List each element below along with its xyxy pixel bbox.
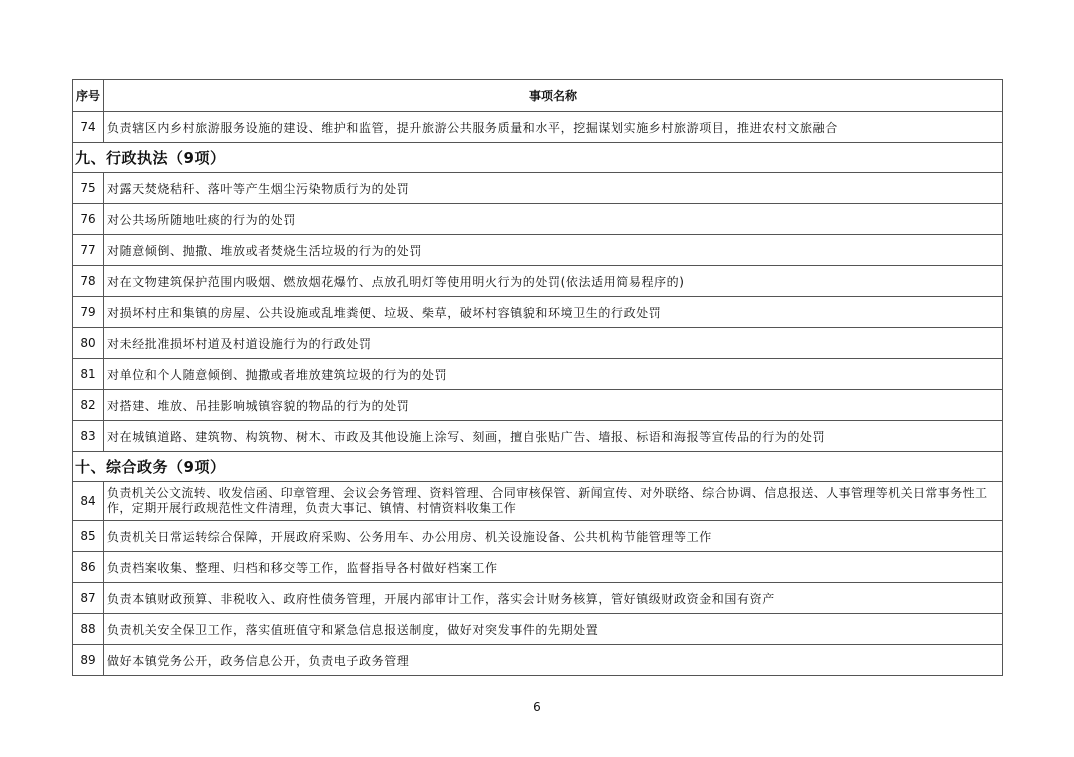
table-row [73,235,1003,266]
row-name: 对搭建、堆放、吊挂影响城镇容貌的物品的行为的处罚 [104,390,1003,421]
header-number: 序号 [73,80,104,112]
table-row [73,204,1003,235]
row-name: 负责档案收集、整理、归档和移交等工作，监督指导各村做好档案工作 [104,552,1003,583]
table-row [73,421,1003,452]
section-heading-row [73,143,1003,173]
page-number: 6 [533,700,541,714]
table-row [73,552,1003,583]
row-name: 负责辖区内乡村旅游服务设施的建设、维护和监管，提升旅游公共服务质量和水平，挖掘谋划实施乡村旅游项目，推进农村文旅融合 [104,112,1003,143]
row-name: 对在城镇道路、建筑物、构筑物、树木、市政及其他设施上涂写、刻画，擅自张贴广告、墙报、标语和海报等宣传品的行为的处罚 [104,421,1003,452]
row-name: 负责本镇财政预算、非税收入、政府性债务管理，开展内部审计工作，落实会计财务核算，管好镇级财政资金和国有资产 [104,583,1003,614]
header-name: 事项名称 [104,80,1003,112]
table-row [73,328,1003,359]
row-number: 86 [73,552,104,583]
row-number: 87 [73,583,104,614]
table-row [73,359,1003,390]
row-number: 79 [73,297,104,328]
table-row [73,266,1003,297]
row-number: 75 [73,173,104,204]
table-row [73,645,1003,676]
row-name: 负责机关安全保卫工作，落实值班值守和紧急信息报送制度，做好对突发事件的先期处置 [104,614,1003,645]
row-number: 89 [73,645,104,676]
table-row [73,614,1003,645]
row-name: 做好本镇党务公开，政务信息公开，负责电子政务管理 [104,645,1003,676]
table-row [73,583,1003,614]
table-row [73,521,1003,552]
table-row [73,390,1003,421]
row-number: 82 [73,390,104,421]
matters-table [72,79,1003,676]
row-name: 对单位和个人随意倾倒、抛撒或者堆放建筑垃圾的行为的处罚 [104,359,1003,390]
row-name: 负责机关日常运转综合保障，开展政府采购、公务用车、办公用房、机关设施设备、公共机构节能管理等工作 [104,521,1003,552]
row-number: 76 [73,204,104,235]
section-heading: 九、行政执法（9项） [73,143,1003,173]
table-row [73,173,1003,204]
table-row [73,297,1003,328]
row-number: 84 [73,482,104,521]
row-name: 对在文物建筑保护范围内吸烟、燃放烟花爆竹、点放孔明灯等使用明火行为的处罚(依法适用简易程序的) [104,266,1003,297]
row-number: 81 [73,359,104,390]
row-name: 对公共场所随地吐痰的行为的处罚 [104,204,1003,235]
row-name: 对随意倾倒、抛撒、堆放或者焚烧生活垃圾的行为的处罚 [104,235,1003,266]
section-heading-row [73,452,1003,482]
table-row [73,482,1003,521]
row-number: 77 [73,235,104,266]
section-heading: 十、综合政务（9项） [73,452,1003,482]
row-name: 对损坏村庄和集镇的房屋、公共设施或乱堆粪便、垃圾、柴草，破坏村容镇貌和环境卫生的行政处罚 [104,297,1003,328]
row-name: 负责机关公文流转、收发信函、印章管理、会议会务管理、资料管理、合同审核保管、新闻宣传、对外联络、综合协调、信息报送、人事管理等机关日常事务性工作，定期开展行政规范性文件清理，负责大事记、镇情、村情资料收集工作 [104,482,1003,521]
row-number: 74 [73,112,104,143]
row-name: 对露天焚烧秸秆、落叶等产生烟尘污染物质行为的处罚 [104,173,1003,204]
table-row [73,112,1003,143]
row-number: 85 [73,521,104,552]
row-number: 80 [73,328,104,359]
table-header-row [73,80,1003,112]
row-number: 83 [73,421,104,452]
row-number: 88 [73,614,104,645]
row-name: 对未经批准损坏村道及村道设施行为的行政处罚 [104,328,1003,359]
row-number: 78 [73,266,104,297]
